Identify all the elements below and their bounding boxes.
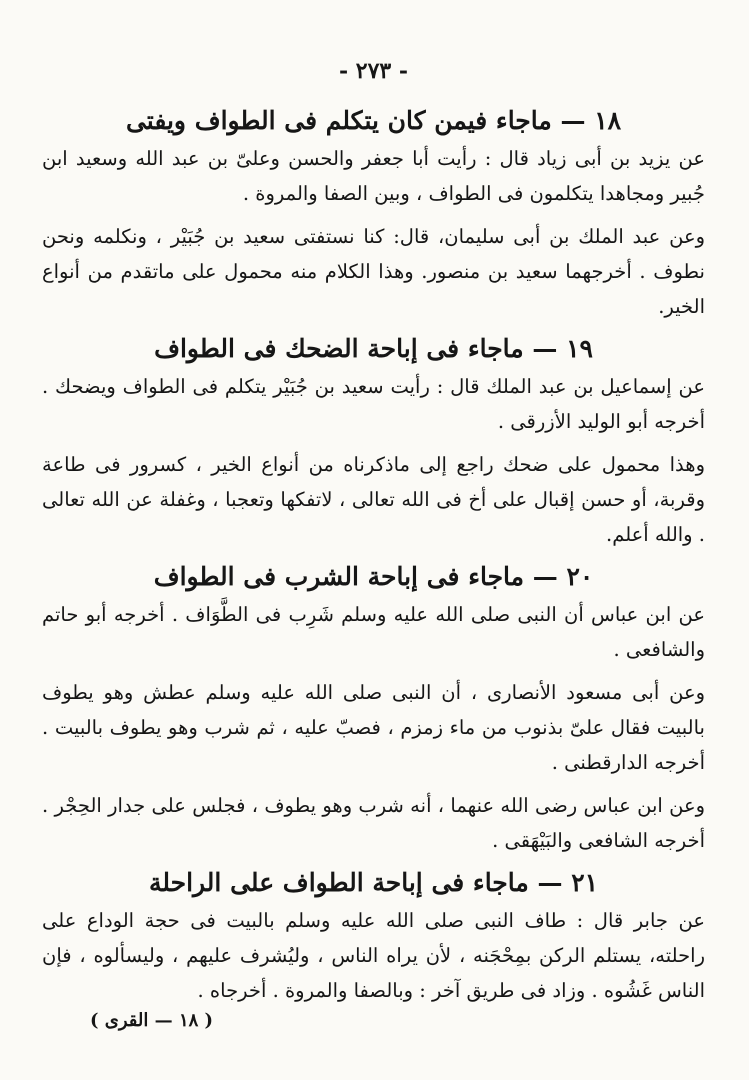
paragraph: وعن أبى مسعود الأنصارى ، أن النبى صلى الله عليه وسلم عطش وهو يطوف بالبيت فقال علىّ بذنوب من ماء زمزم ، فصبّ عليه ، ثم شرب وهو يطوف بالبيت . أخرجه الدارقطنى .	[42, 681, 705, 774]
section-21	[42, 868, 705, 1008]
section-heading: ١٨ — ماجاء فيمن كان يتكلم فى الطواف ويفتى	[125, 106, 622, 135]
section-heading: ١٩ — ماجاء فى إباحة الضحك فى الطواف	[154, 334, 593, 363]
paragraph: وعن ابن عباس رضى الله عنهما ، أنه شرب وهو يطوف ، فجلس على جدار الحِجْر . أخرجه الشافعى والبَيْهَقى .	[42, 794, 705, 852]
paragraph: عن جابر قال : طاف النبى صلى الله عليه وسلم بالبيت فى حجة الوداع على راحلته، يستلم الركن بمِحْجَنه ، لأن يراه الناس ، وليُشرف عليهم ، وليسألوه ، فإن الناس غَشُوه . وزاد فى طريق آخر : وبالصفا والمروة . أخرجاه .	[42, 909, 705, 1002]
paragraph: عن إسماعيل بن عبد الملك قال : رأيت سعيد بن جُبَيْر يتكلم فى الطواف ويضحك . أخرجه أبو الوليد الأزرقى .	[42, 375, 705, 433]
section-19	[42, 334, 705, 552]
section-20	[42, 562, 705, 858]
paragraph: وعن عبد الملك بن أبى سليمان، قال: كنا نستفتى سعيد بن جُبَيْر ، ونكلمه ونحن نطوف . أخرجهما سعيد بن منصور. وهذا الكلام منه محمول على ماتقدم من أنواع الخير.	[42, 225, 705, 318]
section-heading: ٢٠ — ماجاء فى إباحة الشرب فى الطواف	[153, 562, 594, 591]
section-heading: ٢١ — ماجاء فى إباحة الطواف على الراحلة	[148, 868, 599, 897]
paragraph: عن يزيد بن أبى زياد قال : رأيت أبا جعفر والحسن وعلىّ بن عبد الله وسعيد ابن جُبير ومجاهدا يتكلمون فى الطواف ، وبين الصفا والمروة .	[42, 147, 705, 205]
paragraph: وهذا محمول على ضحك راجع إلى ماذكرناه من أنواع الخير ، كسرور فى طاعة وقربة، أو حسن إقبال على أخ فى الله تعالى ، لاتفكها وتعجبا ، وغفلة عن الله تعالى . والله أعلم.	[42, 453, 705, 546]
paragraph: عن ابن عباس أن النبى صلى الله عليه وسلم شَرِب فى الطَّوَاف . أخرجه أبو حاتم والشافعى .	[42, 603, 705, 661]
section-18	[42, 106, 705, 324]
page-footer: ( ١٨ — القرى )	[90, 1010, 214, 1031]
page-number: - ٢٧٣ -	[338, 58, 409, 84]
